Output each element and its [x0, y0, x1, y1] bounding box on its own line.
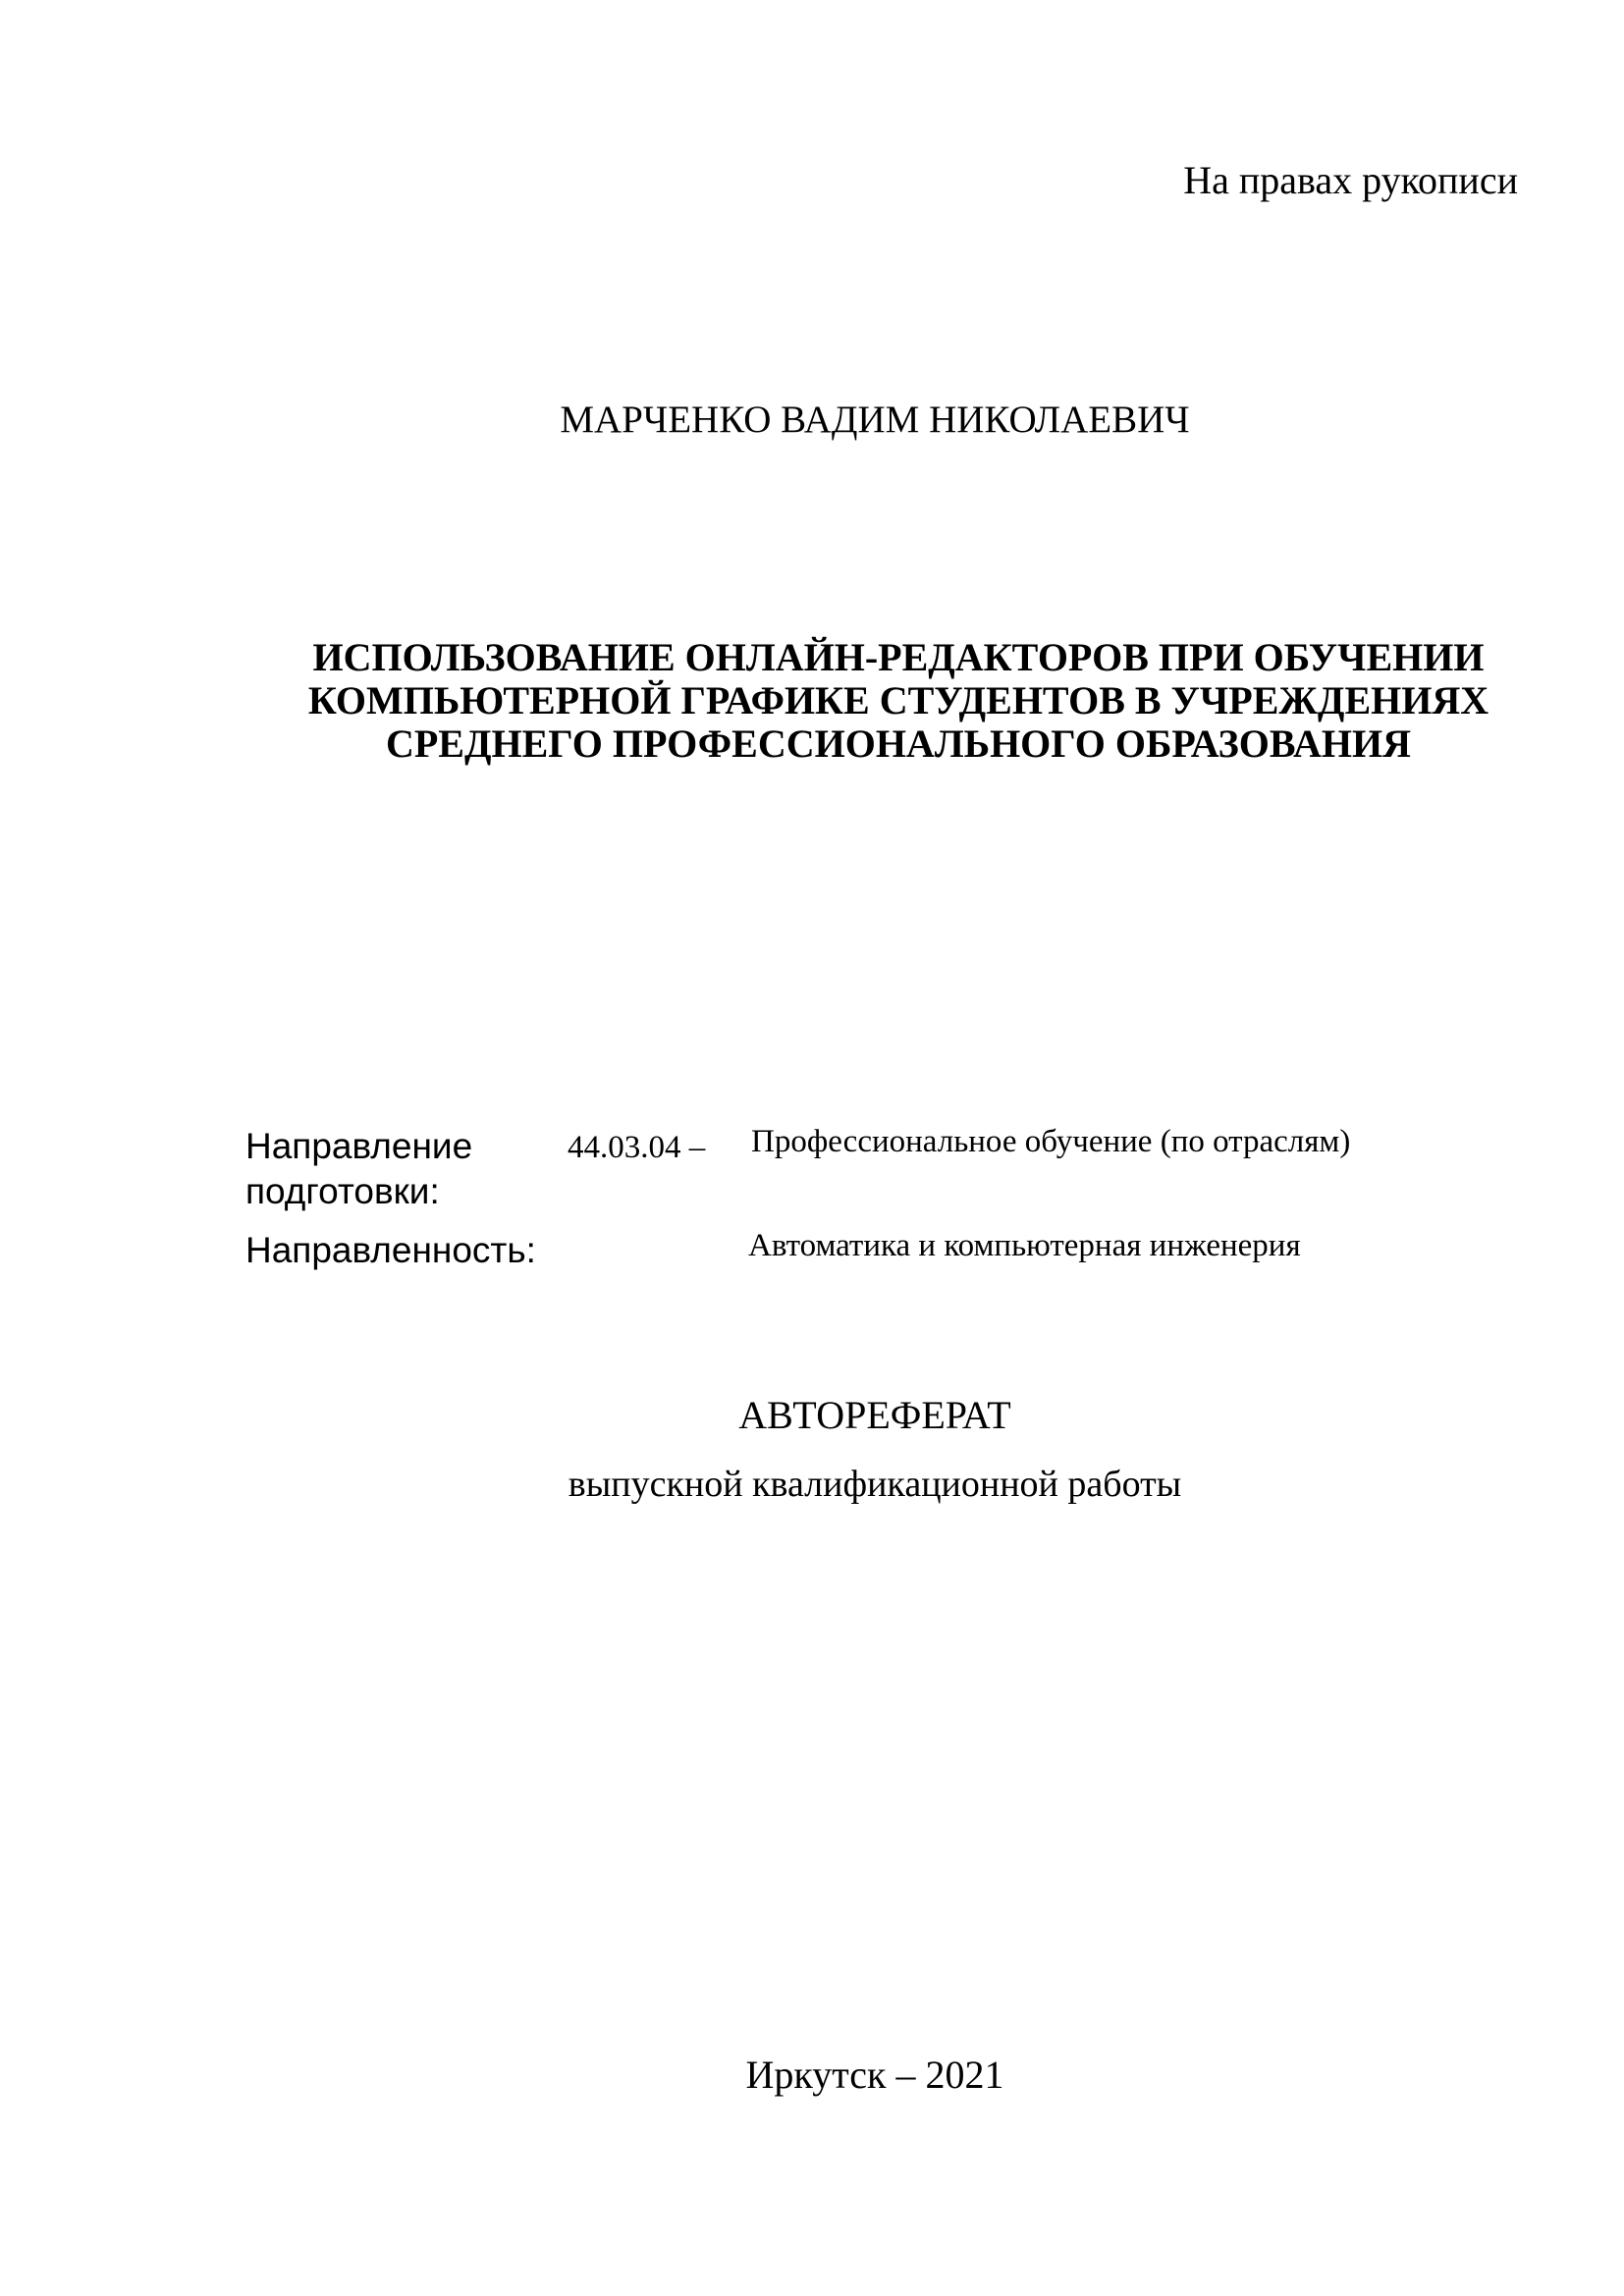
thesis-title-line: СРЕДНЕГО ПРОФЕССИОНАЛЬНОГО ОБРАЗОВАНИЯ [385, 721, 1412, 766]
training-direction-label-line1: Направление [245, 1126, 473, 1166]
thesis-title-line: ИСПОЛЬЗОВАНИЕ ОНЛАЙН-РЕДАКТОРОВ ПРИ ОБУЧЕНИИ [312, 635, 1485, 679]
document-subtype: выпускной квалификационной работы [568, 1464, 1182, 1505]
specialization-label: Направленность: [245, 1230, 536, 1270]
training-direction-code: 44.03.04 – [568, 1130, 706, 1165]
city-year: Иркутск – 2021 [745, 2053, 1004, 2097]
author-name: МАРЧЕНКО ВАДИМ НИКОЛАЕВИЧ [560, 399, 1190, 441]
thesis-title-line: КОМПЬЮТЕРНОЙ ГРАФИКЕ СТУДЕНТОВ В УЧРЕЖДЕНИЯХ [307, 678, 1489, 722]
specialization-value: Автоматика и компьютерная инженерия [748, 1228, 1301, 1263]
manuscript-note: На правах рукописи [1183, 158, 1518, 202]
training-direction-label-line2: подготовки: [245, 1171, 440, 1211]
document-type: АВТОРЕФЕРАТ [738, 1393, 1011, 1437]
training-direction-value: Профессиональное обучение (по отраслям) [751, 1124, 1351, 1159]
thesis-title [245, 636, 1551, 766]
